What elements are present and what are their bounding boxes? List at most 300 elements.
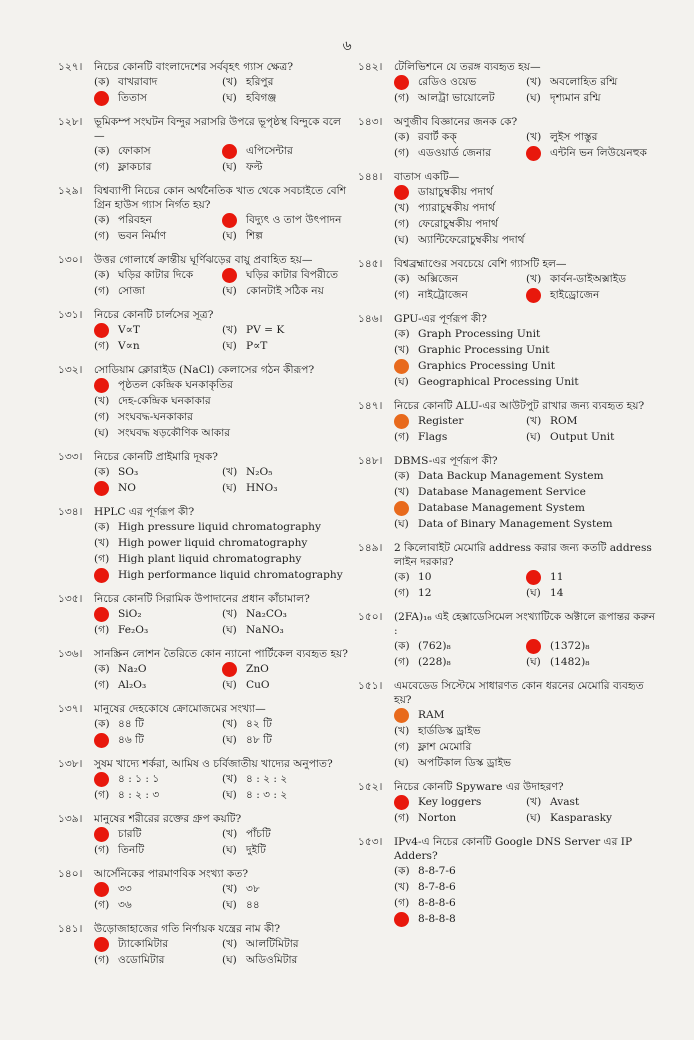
answer-option: [394, 145, 526, 161]
answer-option: [394, 129, 526, 145]
option-label: (ঘ): [394, 376, 409, 388]
question-number: ১৫৩।: [358, 836, 383, 848]
option-label: (ক): [94, 269, 110, 281]
answer-marker-dot-icon: [94, 882, 109, 897]
question-item: [58, 647, 350, 693]
option-text: ফোকাস: [118, 145, 151, 157]
option-text: ৩৩: [118, 883, 132, 895]
answer-option: [222, 74, 350, 90]
answer-marker-dot-icon: [526, 146, 541, 161]
option-label: (গ): [94, 285, 110, 297]
options-list: [394, 413, 658, 445]
options-list: [394, 271, 658, 303]
option-label: (খ): [526, 415, 542, 427]
option-text: ৪৪: [246, 899, 260, 911]
option-text: ফ্লাশ মেমোরি: [418, 741, 472, 753]
answer-option: [526, 794, 658, 810]
question-text: নিচের কোনটি চার্লসের সূত্র?: [94, 309, 214, 321]
answer-option: [394, 200, 658, 216]
answer-option: [94, 322, 222, 338]
answer-marker-dot-icon: [94, 378, 109, 393]
answer-option: [394, 74, 526, 90]
option-label: (ঘ): [222, 624, 237, 636]
answer-option: [94, 567, 350, 583]
answer-option: [394, 216, 658, 232]
answer-option: [94, 936, 222, 952]
question-number: ১২৮।: [58, 116, 83, 128]
answer-marker-dot-icon: [94, 772, 109, 787]
option-label: (গ): [94, 954, 110, 966]
answer-option: [394, 326, 658, 342]
question-number: ১৪৪।: [358, 171, 383, 183]
option-label: (খ): [222, 608, 238, 620]
option-text: Na₂CO₃: [246, 608, 287, 620]
question-stem: [58, 505, 350, 519]
question-text: উড়োজাহাজের গতি নির্ণায়ক যন্ত্রের নাম কী?: [94, 923, 281, 935]
answer-option: [222, 936, 350, 952]
answer-option: [94, 283, 222, 299]
option-label: (ক): [94, 145, 110, 157]
option-label: (ঘ): [222, 844, 237, 856]
answer-option: [222, 677, 350, 693]
answer-marker-dot-icon: [526, 639, 541, 654]
answer-option: [222, 881, 350, 897]
question-item: [358, 312, 658, 390]
question-text: সুষম খাদ্যে শর্করা, আমিষ ও চর্বিজাতীয় খাদ্যের অনুপাত?: [94, 758, 333, 770]
option-text: আলটিমিটার: [246, 938, 299, 950]
question-text: এমবেডেড সিস্টেমে সাধারণত কোন ধরনের মেমোরি ব্যবহৃত হয়?: [394, 680, 644, 706]
answer-option: [394, 184, 658, 200]
answer-marker-dot-icon: [394, 414, 409, 429]
question-text: সানস্ক্রিন লোশন তৈরিতে কোন ন্যানো পার্টিকেল ব্যবহৃত হয়?: [94, 648, 348, 660]
question-number: ১৩৩।: [58, 451, 83, 463]
question-stem: [358, 257, 658, 271]
answer-marker-dot-icon: [222, 268, 237, 283]
option-text: হরিপুর: [246, 76, 274, 88]
answer-option: [222, 606, 350, 622]
question-stem: [58, 702, 350, 716]
option-label: (খ): [222, 76, 238, 88]
option-text: Database Management Service: [418, 486, 586, 498]
answer-option: [222, 897, 350, 913]
question-number: ১৩০।: [58, 254, 83, 266]
answer-option: [526, 271, 658, 287]
answer-option: [394, 755, 658, 771]
question-number: ১২৯।: [58, 185, 83, 197]
answer-option: [222, 322, 350, 338]
option-text: SO₃: [118, 466, 139, 478]
answer-option: [94, 677, 222, 693]
option-label: (ঘ): [222, 899, 237, 911]
question-text: নিচের কোনটি বাংলাদেশের সর্ববৃহৎ গ্যাস ক্ষেত্র?: [94, 61, 294, 73]
option-label: (ঘ): [94, 427, 109, 439]
option-label: (ঘ): [526, 92, 541, 104]
answer-option: [394, 638, 526, 654]
option-text: ওডোমিটার: [118, 954, 165, 966]
options-list: [94, 322, 350, 354]
option-text: 11: [550, 571, 564, 583]
option-text: ট্যাকোমিটার: [118, 938, 169, 950]
option-text: (762)₈: [418, 640, 451, 652]
option-label: (খ): [526, 76, 542, 88]
question-number: ১৩৮।: [58, 758, 83, 770]
option-text: চারটি: [118, 828, 142, 840]
option-text: ৪৬ টি: [118, 734, 144, 746]
option-text: SiO₂: [118, 608, 142, 620]
options-list: [394, 468, 658, 532]
answer-option: [526, 90, 658, 106]
answer-option: [94, 338, 222, 354]
answer-marker-dot-icon: [94, 827, 109, 842]
question-item: [58, 812, 350, 858]
options-list: [394, 326, 658, 390]
option-text: ৪ : ১ : ১: [118, 773, 160, 785]
option-text: (1482)₈: [550, 656, 590, 668]
option-label: (ঘ): [222, 340, 237, 352]
option-text: ফ্লাকচার: [118, 161, 152, 173]
option-label: (ঘ): [394, 757, 409, 769]
answer-option: [526, 413, 658, 429]
question-item: [58, 757, 350, 803]
option-label: (গ): [94, 230, 110, 242]
answer-option: [94, 732, 222, 748]
option-text: Na₂O: [118, 663, 147, 675]
answer-option: [394, 484, 658, 500]
question-item: [58, 505, 350, 583]
option-text: High pressure liquid chromatography: [118, 521, 321, 533]
option-text: 8-8-8-6: [418, 897, 456, 909]
answer-option: [394, 863, 658, 879]
question-text: DBMS-এর পূর্ণরূপ কী?: [394, 455, 498, 467]
option-label: (ঘ): [222, 482, 237, 494]
options-list: [94, 826, 350, 858]
options-list: [394, 129, 658, 161]
option-label: (ক): [394, 131, 410, 143]
options-list: [394, 863, 658, 927]
option-label: (ঘ): [222, 230, 237, 242]
answer-option: [94, 881, 222, 897]
option-text: HNO₃: [246, 482, 278, 494]
question-stem: [358, 541, 658, 569]
option-text: বিদ্যুৎ ও তাপ উৎপাদন: [246, 214, 342, 226]
question-text: আর্সেনিকের পারমাণবিক সংখ্যা কত?: [94, 868, 249, 880]
question-text: নিচের কোনটি ALU-এর আউটপুট রাখার জন্য ব্যবহৃত হয়?: [394, 400, 645, 412]
answer-option: [394, 413, 526, 429]
answer-option: [394, 500, 658, 516]
option-label: (গ): [394, 656, 410, 668]
option-text: RAM: [418, 709, 445, 721]
options-list: [94, 936, 350, 968]
answer-option: [394, 287, 526, 303]
question-stem: [358, 115, 658, 129]
answer-option: [526, 129, 658, 145]
answer-option: [222, 661, 350, 677]
answer-option: [94, 74, 222, 90]
answer-option: [222, 212, 350, 228]
question-number: ১৩১।: [58, 309, 83, 321]
question-number: ১৫২।: [358, 781, 383, 793]
answer-option: [394, 342, 658, 358]
answer-option: [94, 377, 350, 393]
answer-option: [222, 842, 350, 858]
option-label: (ঘ): [526, 656, 541, 668]
option-text: Al₂O₃: [118, 679, 147, 691]
question-text: নিচের কোনটি সিরামিক উপাদানের প্রধান কাঁচামাল?: [94, 593, 310, 605]
question-stem: [58, 922, 350, 936]
question-text: 2 কিলোবাইট মেমোরি address করার জন্য কতটি address লাইন দরকার?: [394, 542, 652, 568]
answer-option: [94, 425, 350, 441]
question-number: ১৩৫।: [58, 593, 83, 605]
option-label: (গ): [94, 161, 110, 173]
option-label: (খ): [222, 466, 238, 478]
question-number: ১৪০।: [58, 868, 83, 880]
option-text: সংঘবদ্ধ-ঘনকাকার: [118, 411, 194, 423]
option-label: (খ): [394, 486, 410, 498]
option-label: (ক): [94, 663, 110, 675]
option-text: তিতাস: [118, 92, 147, 104]
question-stem: [358, 60, 658, 74]
answer-option: [394, 90, 526, 106]
question-item: [58, 184, 350, 244]
option-text: PV = K: [246, 324, 285, 336]
option-text: রবার্ট কক্: [418, 131, 457, 143]
option-label: (ক): [394, 273, 410, 285]
answer-option: [222, 338, 350, 354]
answer-marker-dot-icon: [394, 75, 409, 90]
option-text: High plant liquid chromatography: [118, 553, 302, 565]
answer-option: [394, 794, 526, 810]
answer-option: [222, 771, 350, 787]
answer-marker-dot-icon: [94, 733, 109, 748]
answer-option: [222, 90, 350, 106]
option-text: অ্যান্টিফেরোচুম্বকীয় পদার্থ: [418, 234, 525, 246]
question-item: [58, 115, 350, 175]
question-number: ১৩৬।: [58, 648, 83, 660]
answer-marker-dot-icon: [94, 568, 109, 583]
question-text: (2FA)₁₆ এই হেক্সাডেসিমেল সংখ্যাটিকে অক্টালে রূপান্তর করুন :: [394, 611, 656, 637]
question-stem: [58, 450, 350, 464]
option-text: কোনটাই সঠিক নয়: [246, 285, 324, 297]
option-label: (গ): [94, 411, 110, 423]
option-text: এপিসেন্টার: [246, 145, 293, 157]
options-list: [394, 638, 658, 670]
option-text: 14: [550, 587, 564, 599]
option-label: (গ): [94, 553, 110, 565]
question-number: ১৪৮।: [358, 455, 383, 467]
answer-option: [394, 429, 526, 445]
question-item: [58, 702, 350, 748]
question-text: নিচের কোনটি প্রাইমারি দূষক?: [94, 451, 218, 463]
option-label: (ঘ): [526, 587, 541, 599]
option-text: High power liquid chromatography: [118, 537, 308, 549]
question-item: [58, 592, 350, 638]
option-text: 8-7-8-6: [418, 881, 456, 893]
option-label: (খ): [394, 881, 410, 893]
option-text: Key loggers: [418, 796, 482, 808]
option-text: V∝n: [118, 340, 140, 352]
question-item: [358, 399, 658, 445]
option-label: (ক): [394, 640, 410, 652]
answer-marker-dot-icon: [394, 185, 409, 200]
option-label: (ক): [394, 328, 410, 340]
question-item: [358, 780, 658, 826]
option-text: 8-8-8-8: [418, 913, 456, 925]
question-stem: [58, 592, 350, 606]
answer-option: [222, 716, 350, 732]
question-item: [58, 363, 350, 441]
option-label: (গ): [94, 844, 110, 856]
answer-option: [94, 826, 222, 842]
option-text: (1372)₈: [550, 640, 590, 652]
question-text: মানুষের দেহকোষে ক্রোমোজমের সংখ্যা—: [94, 703, 266, 715]
question-stem: [358, 399, 658, 413]
answer-option: [94, 228, 222, 244]
option-label: (গ): [394, 431, 410, 443]
question-item: [358, 679, 658, 771]
answer-option: [94, 159, 222, 175]
question-text: বিশ্বব্যাপী নিচের কোন অর্থনৈতিক খাত থেকে সবচাইতে বেশি গ্রিন হাউস গ্যাস নির্গত হয়?: [94, 185, 346, 211]
answer-marker-dot-icon: [94, 937, 109, 952]
answer-option: [394, 374, 658, 390]
option-label: (ঘ): [222, 954, 237, 966]
options-list: [394, 74, 658, 106]
options-list: [94, 606, 350, 638]
option-label: (ঘ): [394, 518, 409, 530]
option-text: ডায়াচুম্বকীয় পদার্থ: [418, 186, 493, 198]
option-label: (গ): [394, 218, 410, 230]
option-label: (খ): [222, 938, 238, 950]
question-stem: [358, 679, 658, 707]
answer-option: [222, 622, 350, 638]
answer-option: [394, 654, 526, 670]
question-text: নিচের কোনটি Spyware এর উদাহরণ?: [394, 781, 564, 793]
options-list: [94, 771, 350, 803]
answer-option: [222, 143, 350, 159]
option-label: (ঘ): [222, 161, 237, 173]
option-text: 12: [418, 587, 432, 599]
option-label: (গ): [394, 812, 410, 824]
option-label: (গ): [94, 624, 110, 636]
question-number: ১৩৯।: [58, 813, 83, 825]
question-text: বিশ্বব্রহ্মাণ্ডের সবচেয়ে বেশি গ্যাসটি হল—: [394, 258, 567, 270]
question-number: ১৪৯।: [358, 542, 383, 554]
question-stem: [58, 308, 350, 322]
answer-option: [94, 393, 350, 409]
option-text: তিনটি: [118, 844, 145, 856]
option-text: এডওয়ার্ড জেনার: [418, 147, 492, 159]
option-text: ৪৪ টি: [118, 718, 144, 730]
answer-option: [94, 771, 222, 787]
option-text: 10: [418, 571, 432, 583]
option-text: অবলোহিত রশ্মি: [550, 76, 618, 88]
option-label: (গ): [94, 340, 110, 352]
answer-marker-dot-icon: [94, 91, 109, 106]
question-stem: [58, 812, 350, 826]
question-text: বাতাস একটি—: [394, 171, 460, 183]
answer-marker-dot-icon: [394, 708, 409, 723]
options-list: [94, 519, 350, 583]
answer-option: [394, 468, 658, 484]
answer-option: [222, 480, 350, 496]
option-text: ৪২ টি: [246, 718, 272, 730]
answer-option: [394, 271, 526, 287]
question-text: টেলিভিশনে যে তরঙ্গ ব্যবহৃত হয়—: [394, 61, 541, 73]
answer-option: [94, 897, 222, 913]
option-text: 8-8-7-6: [418, 865, 456, 877]
options-list: [94, 881, 350, 913]
answer-option: [526, 810, 658, 826]
option-label: (গ): [394, 92, 410, 104]
option-label: (গ): [394, 897, 410, 909]
question-stem: [358, 454, 658, 468]
question-number: ১৪৭।: [358, 400, 383, 412]
option-label: (গ): [394, 147, 410, 159]
answer-marker-dot-icon: [526, 288, 541, 303]
answer-option: [526, 145, 658, 161]
option-text: Graphic Processing Unit: [418, 344, 550, 356]
answer-option: [222, 952, 350, 968]
option-text: ভবন নির্মাণ: [118, 230, 167, 242]
answer-option: [526, 654, 658, 670]
option-label: (ঘ): [222, 679, 237, 691]
left-column: [58, 60, 350, 977]
option-label: (ক): [394, 865, 410, 877]
answer-option: [394, 739, 658, 755]
option-text: শিল্প: [246, 230, 263, 242]
option-label: (খ): [394, 202, 410, 214]
option-text: পৃষ্ঠতল কেন্দ্রিক ঘনকাকৃতির: [118, 379, 233, 391]
option-text: Kasparasky: [550, 812, 612, 824]
option-text: পরিবহন: [118, 214, 152, 226]
answer-option: [526, 287, 658, 303]
answer-marker-dot-icon: [222, 144, 237, 159]
answer-option: [94, 787, 222, 803]
question-stem: [58, 757, 350, 771]
option-text: আলট্রা ভায়োলেট: [418, 92, 495, 104]
option-text: সোজা: [118, 285, 145, 297]
question-stem: [358, 610, 658, 638]
question-item: [58, 867, 350, 913]
question-item: [58, 60, 350, 106]
question-text: মানুষের শরীরের রক্তের গ্রুপ কয়টি?: [94, 813, 242, 825]
options-list: [394, 794, 658, 826]
option-text: কার্বন-ডাইঅক্সাইড: [550, 273, 627, 285]
option-label: (গ): [94, 789, 110, 801]
question-text: HPLC এর পূর্ণরূপ কী?: [94, 506, 195, 518]
answer-option: [222, 787, 350, 803]
answer-option: [94, 464, 222, 480]
option-label: (খ): [222, 883, 238, 895]
option-text: Data Backup Management System: [418, 470, 604, 482]
question-stem: [58, 867, 350, 881]
option-text: NaNO₃: [246, 624, 284, 636]
question-item: [358, 60, 658, 106]
option-text: লুইস পাস্তুর: [550, 131, 598, 143]
option-text: ফল্ট: [246, 161, 263, 173]
options-list: [94, 143, 350, 175]
option-text: প্যারাচুম্বকীয় পদার্থ: [418, 202, 495, 214]
option-text: ৪ : ২ : ২: [246, 773, 288, 785]
option-label: (খ): [94, 537, 110, 549]
answer-option: [94, 661, 222, 677]
option-text: পাঁচটি: [246, 828, 271, 840]
option-text: Data of Binary Management System: [418, 518, 613, 530]
options-list: [394, 569, 658, 601]
option-text: ঘড়ির কাটার বিপরীতে: [246, 269, 339, 281]
answer-option: [394, 810, 526, 826]
options-list: [94, 464, 350, 496]
question-number: ১৪১।: [58, 923, 83, 935]
